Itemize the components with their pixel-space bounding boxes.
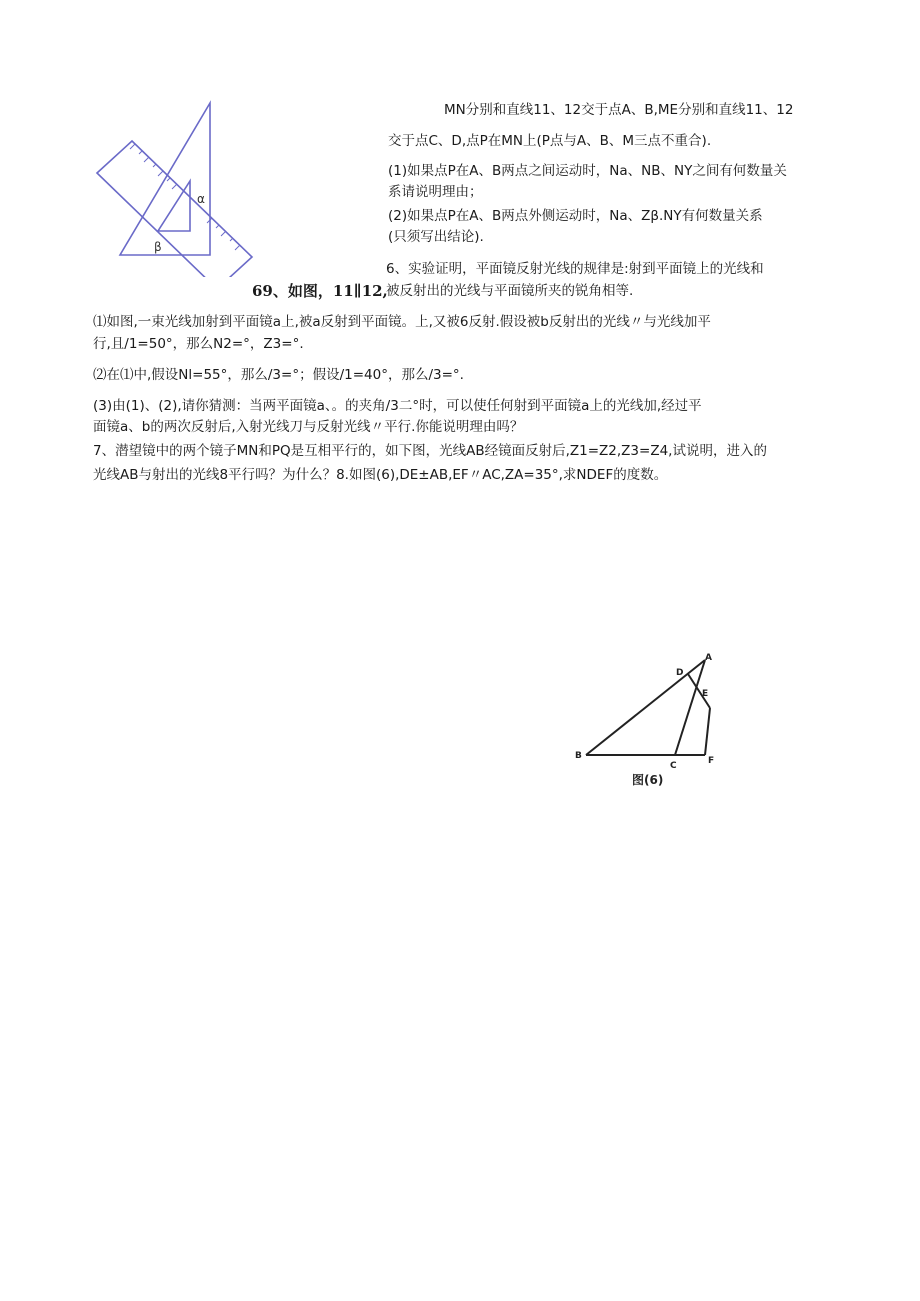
vertex-label-a: A [705, 653, 712, 663]
text-line: 被反射出的光线与平面镜所夹的锐角相等. [386, 283, 634, 299]
figure-6-triangle [570, 650, 730, 795]
figure-6-caption: 图(6) [632, 773, 664, 787]
vertex-label-b: B [575, 751, 582, 761]
figure-ruler-triangles [90, 95, 270, 277]
alpha-label: α [197, 192, 205, 206]
text-line: (1)如果点P在A、B两点之间运动时，Na、NB、NY之间有何数量关 [388, 163, 787, 179]
text-line: ⑵在⑴中,假设Nl=55°，那么/3=°；假设/1=40°，那么/3=°. [93, 367, 464, 383]
vertex-label-d: D [676, 668, 684, 678]
text-line: ⑴如图,一束光线加射到平面镜a上,被a反射到平面镜。上,又被6反射.假设被b反射出的光线〃与光线加平 [93, 314, 711, 330]
text-line: 6、实验证明，平面镜反射光线的规律是:射到平面镜上的光线和 [386, 261, 764, 277]
vertex-label-c: C [670, 761, 677, 771]
beta-label: β [154, 240, 162, 254]
text-line: 行,且/1=50°，那么N2=°，Z3=°. [93, 336, 304, 352]
vertex-label-f: F [708, 756, 715, 766]
text-line: (2)如果点P在A、B两点外侧运动时，Na、Zβ.NY有何数量关系 [388, 208, 763, 224]
text-line: 7、潜望镜中的两个镜子MN和PQ是互相平行的，如下图，光线AB经镜面反射后,Z1=Z2,Z3=Z4,试说明，进入的 [93, 443, 767, 459]
text-line: (3)由(1)、(2),请你猜测：当两平面镜a、。的夹角/3二°时，可以使任何射到平面镜a上的光线加,经过平 [93, 398, 702, 414]
text-line: 交于点C、D,点P在MN上(P点与A、B、M三点不重合). [388, 133, 712, 149]
text-line: 光线AB与射出的光线8平行吗？为什么？8.如图(6),DE±AB,EF〃AC,ZA=35°,求NDEF的度数。 [93, 467, 668, 483]
text-line: (只须写出结论). [388, 229, 484, 245]
vertex-label-e: E [702, 689, 709, 699]
text-line: MN分别和直线11、12交于点A、B,ME分别和直线11、12 [444, 102, 794, 118]
figure-caption: 69、如图，11∥12, [252, 282, 388, 300]
text-line: 系请说明理由； [388, 184, 483, 200]
text-line: 面镜a、b的两次反射后,入射光线刀与反射光线〃平行.你能说明理由吗？ [93, 419, 524, 435]
